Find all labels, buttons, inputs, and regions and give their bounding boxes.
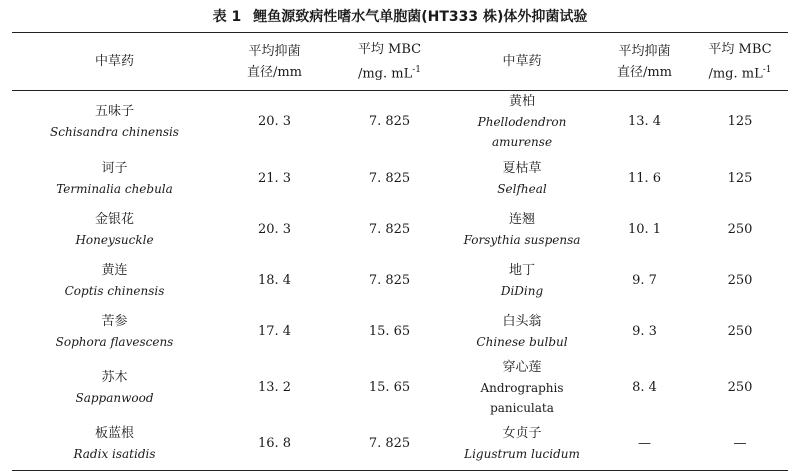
mbc-cell: 250 xyxy=(727,380,753,395)
herb-cell xyxy=(12,419,217,470)
herb-chinese-name: 女贞子 xyxy=(502,426,542,442)
herb-latin-name: Chinese bulbul xyxy=(476,334,568,349)
herb-cell xyxy=(447,255,597,306)
diameter-cell: 9. 3 xyxy=(632,323,657,339)
header-herb-left: 中草药 xyxy=(94,54,134,69)
herb-cell xyxy=(447,153,597,204)
mbc-cell: 250 xyxy=(727,221,753,237)
diameter-cell: 17. 4 xyxy=(257,323,292,339)
header-mbc-sup: -1 xyxy=(762,64,772,75)
header-mbc-line1: 平均 MBC xyxy=(357,41,422,57)
antibacterial-test-table xyxy=(12,32,788,471)
herb-chinese-name: 五味子 xyxy=(94,104,134,119)
herb-chinese-name: 连翘 xyxy=(508,211,535,227)
herb-cell xyxy=(12,357,217,419)
diameter-cell: 13. 2 xyxy=(257,380,292,395)
diameter-cell: 8. 4 xyxy=(632,380,657,395)
table-row xyxy=(12,153,788,204)
herb-latin-name: Terminalia chebula xyxy=(56,181,173,196)
mbc-cell: 7. 825 xyxy=(368,170,411,186)
header-diameter-left xyxy=(217,33,332,91)
diameter-cell: 13. 4 xyxy=(627,114,662,129)
herb-chinese-name: 诃子 xyxy=(101,160,128,176)
table-row xyxy=(12,91,788,154)
table-body xyxy=(12,91,788,471)
herb-cell xyxy=(12,204,217,255)
table-header xyxy=(12,33,788,91)
table-row xyxy=(12,204,788,255)
herb-cell xyxy=(12,153,217,204)
herb-latin-name: Ligustrum lucidum xyxy=(464,447,580,462)
header-mbc-sup: -1 xyxy=(412,64,422,75)
mbc-cell: 7. 825 xyxy=(368,436,411,452)
herb-chinese-name: 地丁 xyxy=(508,262,535,278)
mbc-cell: 125 xyxy=(727,114,753,129)
header-diameter-right xyxy=(597,33,692,91)
diameter-cell: 20. 3 xyxy=(257,221,292,237)
herb-cell xyxy=(447,91,597,154)
herb-chinese-name: 黄连 xyxy=(101,262,128,278)
mbc-cell: 7. 825 xyxy=(368,114,411,129)
header-diameter-line1: 平均抑菌 xyxy=(248,43,301,59)
herb-latin-name: Honeysuckle xyxy=(75,232,154,247)
herb-chinese-name: 板蓝根 xyxy=(94,426,134,442)
table-row xyxy=(12,255,788,306)
header-diameter-line1: 平均抑菌 xyxy=(618,43,671,59)
herb-chinese-name: 金银花 xyxy=(94,211,134,227)
diameter-cell: 10. 1 xyxy=(627,221,662,237)
diameter-cell: 20. 3 xyxy=(257,114,292,129)
diameter-cell: 21. 3 xyxy=(257,170,292,186)
diameter-cell: — xyxy=(638,436,651,452)
herb-latin-name: Phellodendron amurense xyxy=(477,115,567,149)
herb-cell xyxy=(12,91,217,154)
herb-cell xyxy=(447,306,597,357)
herb-latin-name: Radix isatidis xyxy=(73,447,156,462)
table-row xyxy=(12,419,788,470)
herb-cell xyxy=(12,306,217,357)
header-mbc-left xyxy=(332,33,447,91)
herb-latin-name: Sophora flavescens xyxy=(55,334,174,349)
herb-chinese-name: 白头翁 xyxy=(502,313,542,329)
table-row xyxy=(12,306,788,357)
header-diameter-line2: 直径/mm xyxy=(616,64,673,80)
herb-chinese-name: 穿心莲 xyxy=(502,360,542,375)
table-number: 表 1 xyxy=(212,9,242,25)
herb-chinese-name: 夏枯草 xyxy=(502,160,542,176)
mbc-cell: 250 xyxy=(727,272,753,288)
table-title: 鲤鱼源致病性嗜水气单胞菌(HT333 株)体外抑菌试验 xyxy=(253,9,588,25)
herb-chinese-name: 黄柏 xyxy=(508,94,535,109)
header-mbc-line1: 平均 MBC xyxy=(708,41,772,57)
herb-cell xyxy=(447,357,597,419)
herb-cell xyxy=(447,204,597,255)
diameter-cell: 16. 8 xyxy=(257,436,292,452)
mbc-cell: 250 xyxy=(727,323,753,339)
header-mbc-line2: /mg. mL xyxy=(708,66,763,82)
herb-latin-name: Forsythia suspensa xyxy=(463,232,581,247)
herb-latin-name: Coptis chinensis xyxy=(64,283,165,298)
table-row xyxy=(12,357,788,419)
diameter-cell: 18. 4 xyxy=(257,272,292,288)
table-caption xyxy=(0,6,800,26)
diameter-cell: 9. 7 xyxy=(632,272,657,288)
diameter-cell: 11. 6 xyxy=(627,170,662,186)
herb-latin-name: Selfheal xyxy=(497,181,547,196)
header-herb-right: 中草药 xyxy=(502,54,542,69)
herb-cell xyxy=(12,255,217,306)
herb-latin-name: DiDing xyxy=(500,283,544,298)
mbc-cell: 15. 65 xyxy=(368,323,411,339)
herb-latin-name: Schisandra chinensis xyxy=(50,125,179,139)
mbc-cell: 7. 825 xyxy=(368,272,411,288)
header-diameter-line2: 直径/mm xyxy=(246,64,303,80)
herb-latin-name: Sappanwood xyxy=(75,391,154,405)
herb-latin-name: Andrographis paniculata xyxy=(480,381,564,415)
header-mbc-right xyxy=(692,33,788,91)
header-mbc-line2: /mg. mL xyxy=(357,66,413,82)
herb-chinese-name: 苦参 xyxy=(101,313,128,329)
herb-chinese-name: 苏木 xyxy=(101,370,128,385)
mbc-cell: 15. 65 xyxy=(368,380,411,395)
mbc-cell: 7. 825 xyxy=(368,221,411,237)
mbc-cell: 125 xyxy=(727,170,753,186)
mbc-cell: — xyxy=(733,436,747,452)
herb-cell xyxy=(447,419,597,470)
